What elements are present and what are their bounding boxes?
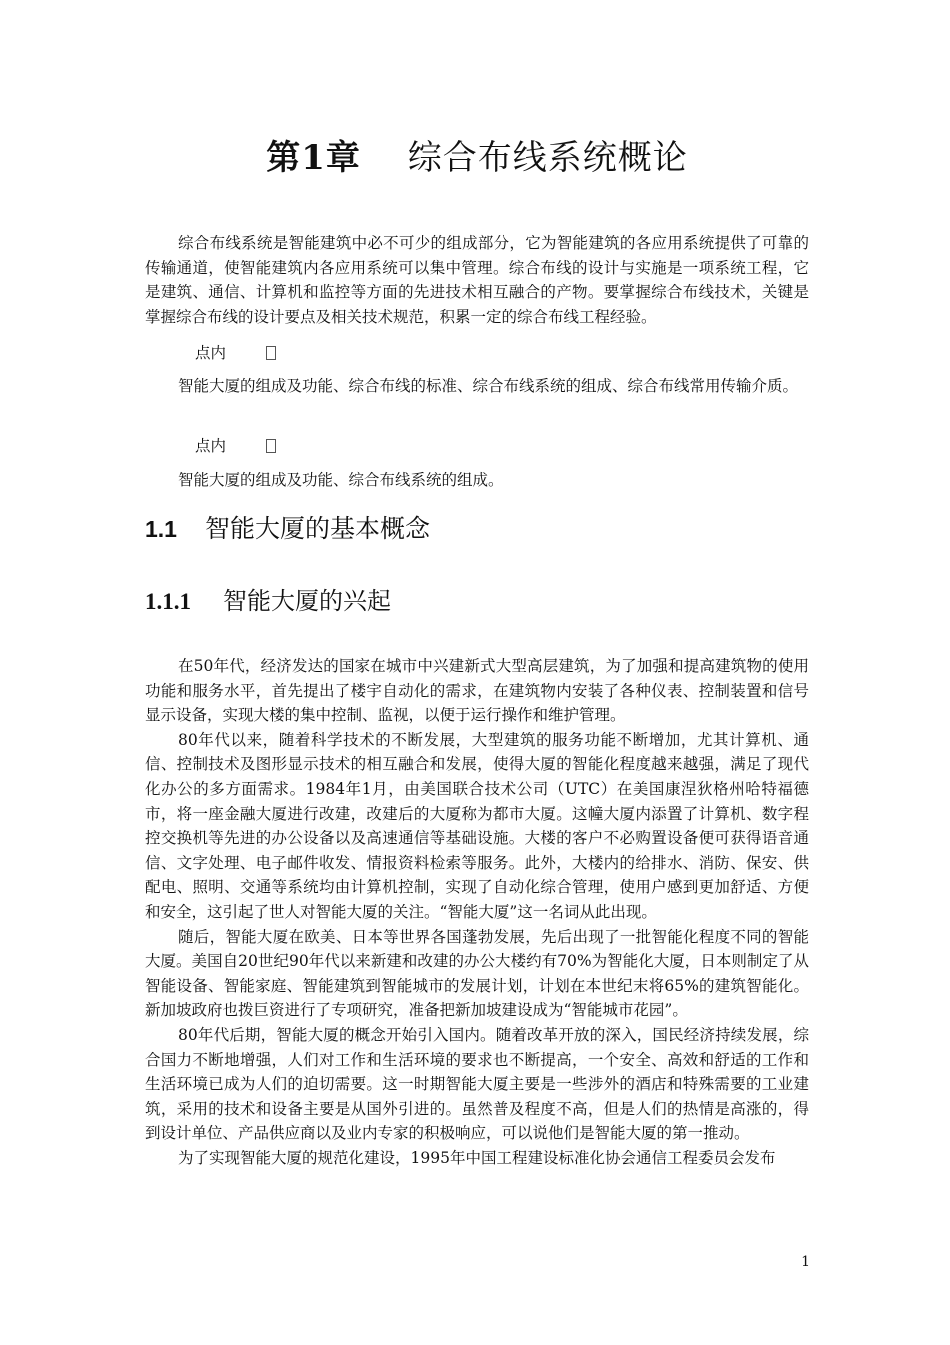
body-paragraph: 为了实现智能大厦的规范化建设，1995年中国工程建设标准化协会通信工程委员会发布	[178, 1148, 776, 1167]
body-paragraph: 80年代以来，随着科学技术的不断发展，大型建筑的服务功能不断增加，尤其计算机、通信、控制技术及图形显示技术的相互融合和发展，使得大厦的智能化程度越来越强，满足了现代化办公的多方面需求。1984年1月，由美国联合技术公司（UTC）在美国康涅狄格州哈特福德市，将一座金融大厦进行改建，改建后的大厦称为都市大厦。这幢大厦内添置了计算机、数字程控交换机等先进的办公设备以及高速通信等基础设施。大楼的客户不必购置设备便可获得语音通信、文字处理、电子邮件收发、情报资料检索等服务。此外，大楼内的给排水、消防、保安、供配电、照明、交通等系统均由计算机控制，实现了自动化综合管理，使用户感到更加舒适、方便和安全，这引起了世人对智能大厦的关注。“智能大厦”这一名词从此出现。	[145, 730, 809, 921]
key-point-text-2: 智能大厦的组成及功能、综合布线系统的组成。	[178, 471, 504, 489]
body-paragraph: 在50年代，经济发达的国家在城市中兴建新式大型高层建筑，为了加强和提高建筑物的使用功能和服务水平，首先提出了楼宇自动化的需求，在建筑物内安装了各种仪表、控制装置和信号显示设备，实现大楼的集中控制、监视，以便于运行操作和维护管理。	[145, 657, 809, 725]
chapter-title	[145, 134, 809, 182]
section-heading	[145, 511, 809, 547]
body-text	[145, 654, 809, 1170]
chapter-title-text: 综合布线系统概论	[407, 138, 688, 178]
section-number: 1.1	[145, 516, 177, 542]
key-point-label-text: 点内	[195, 344, 227, 362]
subsection-heading	[145, 584, 809, 619]
key-point-label-1	[145, 341, 859, 365]
subsection-number: 1.1.1	[145, 589, 191, 614]
chapter-number: 第1章	[266, 138, 361, 178]
key-point-label-2	[145, 434, 859, 458]
intro-paragraph: 综合布线系统是智能建筑中必不可少的组成部分，它为智能建筑的各应用系统提供了可靠的传输通道，使智能建筑内各应用系统可以集中管理。综合布线的设计与实施是一项系统工程，它是建筑、通信、计算机和监控等方面的先进技术相互融合的产物。要掌握综合布线技术，关键是掌握综合布线的设计要点及相关技术规范，积累一定的综合布线工程经验。	[145, 234, 809, 326]
box-glyph-icon	[266, 346, 276, 360]
box-glyph-icon	[266, 439, 276, 453]
key-point-label-text: 点内	[195, 437, 227, 455]
key-point-text-1: 智能大厦的组成及功能、综合布线的标准、综合布线系统的组成、综合布线常用传输介质。	[178, 377, 799, 395]
body-paragraph: 随后，智能大厦在欧美、日本等世界各国蓬勃发展，先后出现了一批智能化程度不同的智能大厦。美国自20世纪90年代以来新建和改建的办公大楼约有70%为智能化大厦，日本则制定了从智能设备、智能家庭、智能建筑到智能城市的发展计划，计划在本世纪末将65%的建筑智能化。新加坡政府也拨巨资进行了专项研究，准备把新加坡建设成为“智能城市花园”。	[145, 927, 809, 1020]
body-paragraph: 80年代后期，智能大厦的概念开始引入国内。随着改革开放的深入，国民经济持续发展，综合国力不断地增强，人们对工作和生活环境的要求也不断提高，一个安全、高效和舒适的工作和生活环境已成为人们的迫切需要。这一时期智能大厦主要是一些涉外的酒店和特殊需要的工业建筑，采用的技术和设备主要是从国外引进的。虽然普及程度不高，但是人们的热情是高涨的，得到设计单位、产品供应商以及业内专家的积极响应，可以说他们是智能大厦的第一推动。	[145, 1025, 809, 1143]
page-number: 1	[801, 1254, 810, 1270]
subsection-title: 智能大厦的兴起	[223, 587, 391, 615]
section-title: 智能大厦的基本概念	[205, 514, 431, 543]
